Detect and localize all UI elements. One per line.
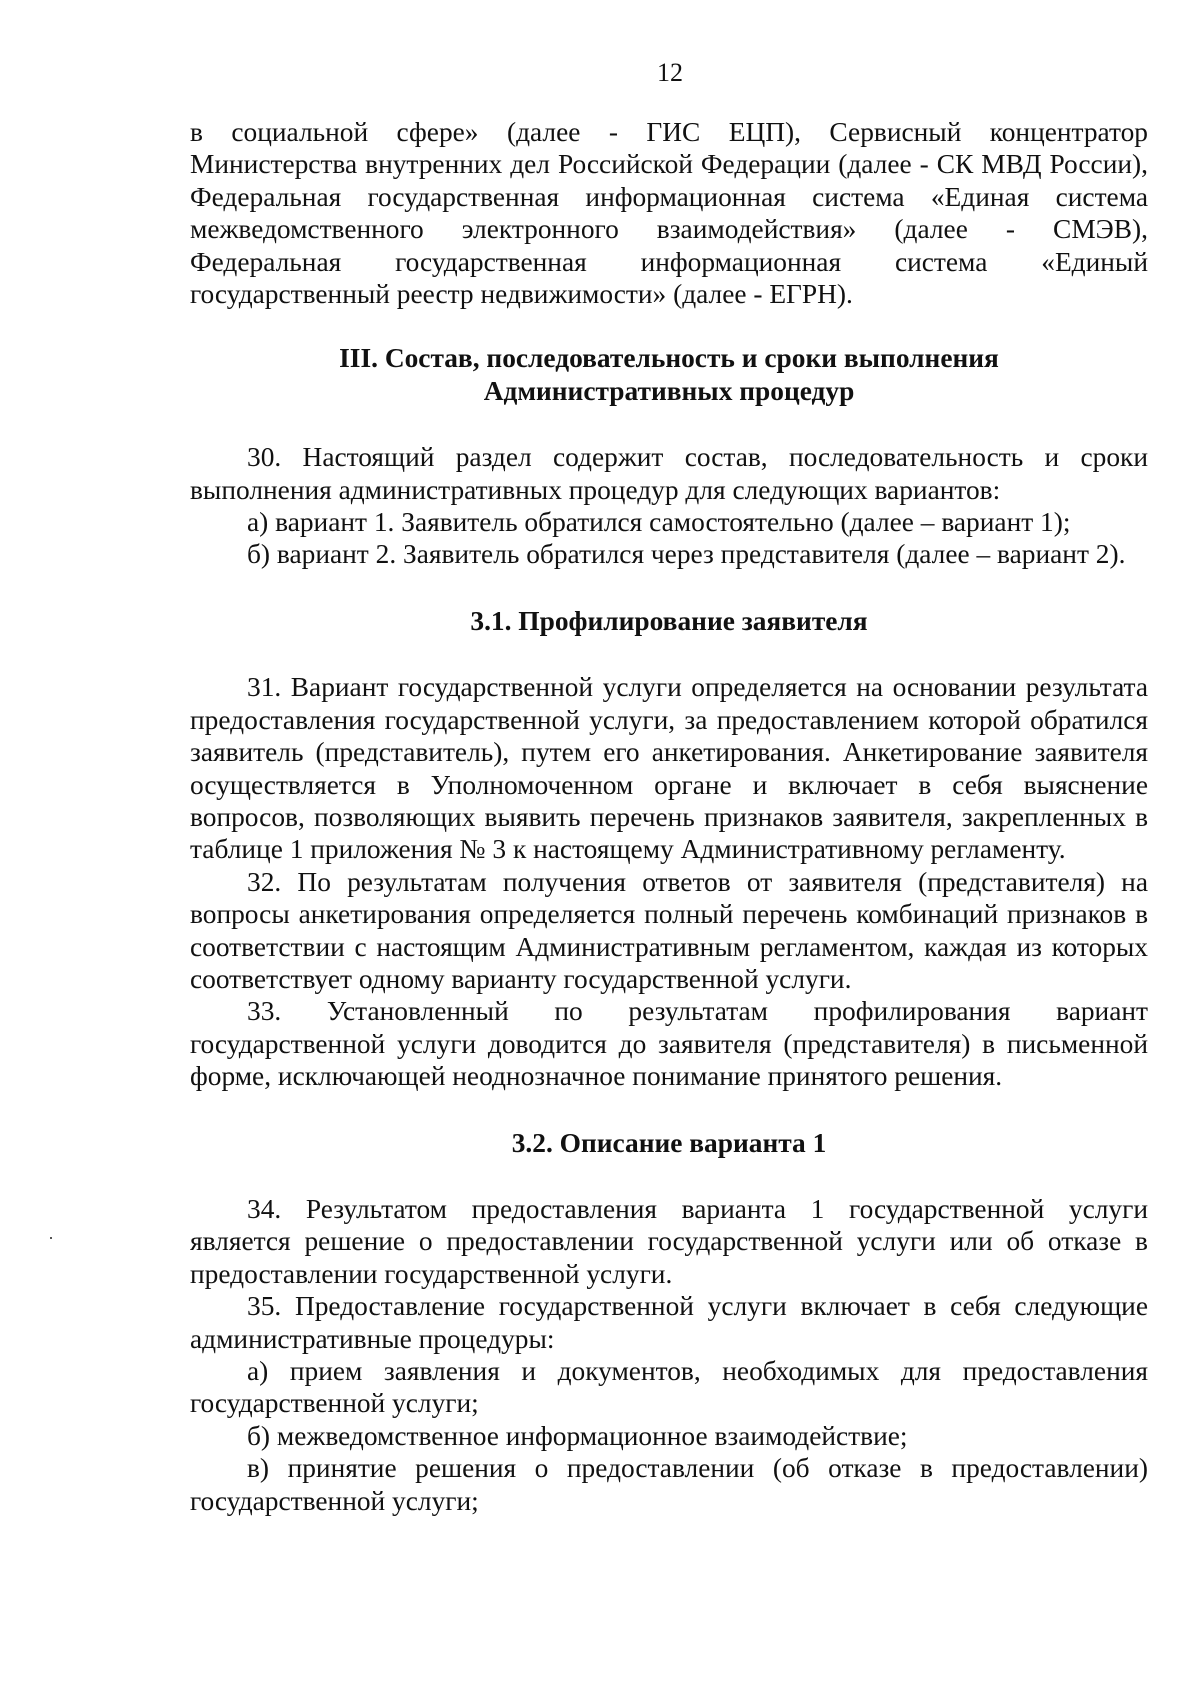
- spacer: [190, 310, 1148, 342]
- spacer: [190, 571, 1148, 605]
- paragraph-32: 32. По результатам получения ответов от заявителя (представителя) на вопросы анкетирования определяется полный перечень комбинаций признаков в соответствии с настоящим Административным регламентом, каждая из которых соответствует одному варианту государственной услуги.: [190, 866, 1148, 994]
- paragraph-30: 30. Настоящий раздел содержит состав, последовательность и сроки выполнения административных процедур для следующих вариантов:: [190, 442, 1148, 505]
- subsection-heading-3-2: 3.2. Описание варианта 1: [511, 1127, 827, 1158]
- paragraph-30a: а) вариант 1. Заявитель обратился самостоятельно (далее – вариант 1);: [247, 507, 1071, 538]
- spacer: [190, 1093, 1148, 1127]
- paragraph-35c: в) принятие решения о предоставлении (об отказе в предоставлении) государственной услуги;: [190, 1453, 1148, 1516]
- paragraph-30b: б) вариант 2. Заявитель обратился через представителя (далее – вариант 2).: [247, 539, 1126, 570]
- paragraph-35: 35. Предоставление государственной услуги включает в себя следующие административные процедуры:: [190, 1291, 1148, 1354]
- spacer: [190, 637, 1148, 671]
- spacer: [190, 407, 1148, 441]
- paragraph-35a: а) прием заявления и документов, необходимых для предоставления государственной услуги;: [190, 1356, 1148, 1419]
- scan-speck: [50, 1237, 52, 1239]
- document-body: [190, 116, 1148, 1517]
- page-number: 12: [657, 58, 683, 87]
- top-paragraph: в социальной сфере» (далее - ГИС ЕЦП), Сервисный концентратор Министерства внутренних дел Российской Федерации (далее - СК МВД России), Федеральная государственная информационная система «Единая система межведомственного электронного взаимодействия» (далее - СМЭВ), Федеральная государственная информационная система «Единый государственный реестр недвижимости» (далее - ЕГРН).: [190, 117, 1148, 310]
- subsection-heading-3-1: 3.1. Профилирование заявителя: [470, 605, 868, 636]
- section-heading-line-1: III. Состав, последовательность и сроки выполнения: [339, 343, 999, 374]
- paragraph-34: 34. Результатом предоставления варианта 1 государственной услуги является решение о предоставлении государственной услуги или об отказе в предоставлении государственной услуги.: [190, 1193, 1148, 1289]
- section-heading-line-2: Административных процедур: [483, 375, 855, 406]
- paragraph-33: 33. Установленный по результатам профилирования вариант государственной услуги доводится до заявителя (представителя) в письменной форме, исключающей неоднозначное понимание принятого решения.: [190, 996, 1148, 1092]
- paragraph-31: 31. Вариант государственной услуги определяется на основании результата предоставления государственной услуги, за предоставлением которой обратился заявитель (представитель), путем его анкетирования. Анкетирование заявителя осуществляется в Уполномоченном органе и включает в себя выяснение вопросов, позволяющих выявить перечень признаков заявителя, закрепленных в таблице 1 приложения № 3 к настоящему Административному регламенту.: [190, 672, 1148, 865]
- paragraph-35b: б) межведомственное информационное взаимодействие;: [247, 1420, 908, 1451]
- spacer: [190, 1159, 1148, 1193]
